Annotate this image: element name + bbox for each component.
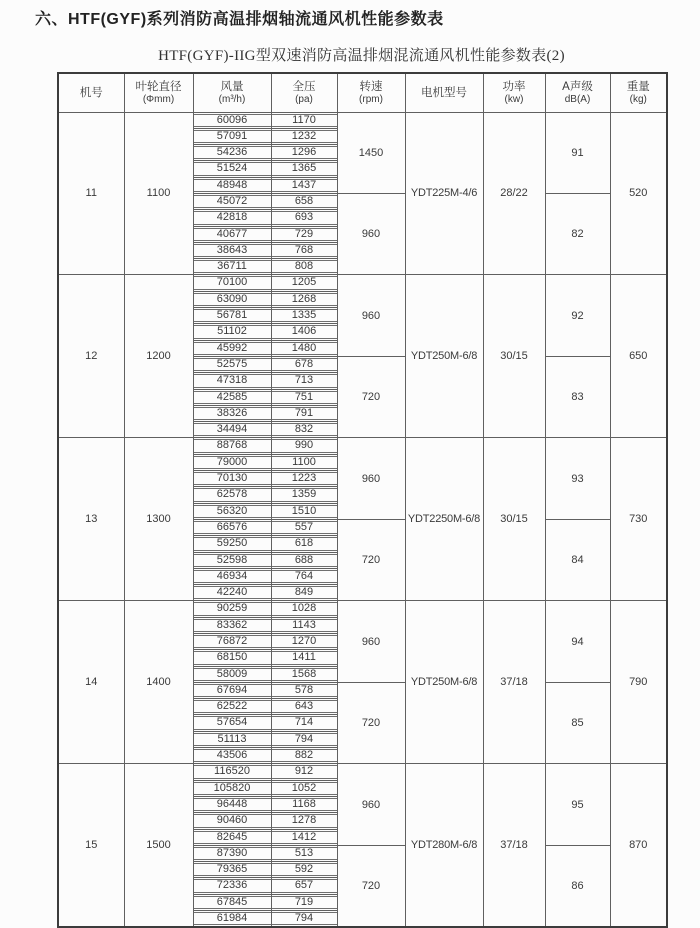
cell-total-pressure [271, 650, 337, 666]
cell-air-volume [193, 796, 271, 812]
col-header-label: 功率 [502, 80, 526, 93]
cell-air-volume [193, 585, 271, 601]
cell-air-volume-value: 40677 [194, 228, 271, 241]
cell-total-pressure [271, 731, 337, 747]
performance-table [57, 72, 668, 928]
cell-total-pressure [271, 242, 337, 258]
cell-total-pressure [271, 796, 337, 812]
cell-air-volume-value: 87390 [194, 847, 271, 860]
cell-air-volume-value: 59250 [194, 537, 271, 550]
cell-total-pressure-value: 1205 [272, 276, 337, 289]
col-header-label: 叶轮直径 [135, 80, 182, 93]
cell-total-pressure [271, 862, 337, 878]
cell-air-volume-value: 90460 [194, 814, 271, 827]
cell-air-volume [193, 405, 271, 421]
cell-total-pressure-value: 1028 [272, 602, 337, 615]
cell-air-volume [193, 112, 271, 128]
cell-total-pressure-value: 729 [272, 228, 337, 241]
cell-air-volume-value: 79000 [194, 456, 271, 469]
cell-total-pressure [271, 193, 337, 209]
cell-air-volume-value: 58009 [194, 668, 271, 681]
cell-total-pressure [271, 813, 337, 829]
table-row [58, 112, 667, 128]
cell-total-pressure-value: 557 [272, 521, 337, 534]
cell-air-volume-value: 48948 [194, 179, 271, 192]
cell-air-volume [193, 699, 271, 715]
cell-total-pressure [271, 389, 337, 405]
cell-total-pressure [271, 845, 337, 861]
machine-block-11 [58, 112, 667, 275]
cell-total-pressure [271, 454, 337, 470]
cell-air-volume-value: 76872 [194, 635, 271, 648]
cell-air-volume [193, 813, 271, 829]
cell-speed: 720 [337, 356, 405, 437]
cell-air-volume-value: 79365 [194, 863, 271, 876]
cell-total-pressure [271, 601, 337, 617]
cell-air-volume-value: 42585 [194, 391, 271, 404]
cell-total-pressure-value: 1100 [272, 456, 337, 469]
cell-air-volume-value: 83362 [194, 619, 271, 632]
cell-air-volume-value: 62578 [194, 488, 271, 501]
table-row [58, 764, 667, 780]
cell-total-pressure-value: 1143 [272, 619, 337, 632]
cell-air-volume [193, 422, 271, 438]
cell-air-volume [193, 894, 271, 910]
machine-block-14 [58, 601, 667, 764]
col-header-impeller-diameter [124, 73, 193, 112]
cell-total-pressure [271, 308, 337, 324]
cell-noise-level: 95 [545, 764, 610, 845]
cell-impeller-diameter: 1200 [124, 275, 193, 438]
cell-total-pressure-value: 990 [272, 439, 337, 452]
cell-air-volume [193, 568, 271, 584]
table-row [58, 275, 667, 291]
cell-air-volume [193, 356, 271, 372]
cell-air-volume [193, 764, 271, 780]
cell-total-pressure [271, 666, 337, 682]
col-header-unit: (Φmm) [142, 93, 175, 105]
cell-speed: 960 [337, 438, 405, 519]
cell-speed: 960 [337, 193, 405, 274]
cell-air-volume-value: 52575 [194, 358, 271, 371]
cell-machine-no: 14 [58, 601, 124, 764]
cell-speed: 960 [337, 275, 405, 356]
cell-air-volume [193, 503, 271, 519]
machine-block-15 [58, 764, 667, 927]
cell-air-volume [193, 226, 271, 242]
cell-total-pressure [271, 112, 337, 128]
cell-noise-level: 91 [545, 112, 610, 193]
cell-total-pressure [271, 226, 337, 242]
cell-total-pressure-value: 1052 [272, 782, 337, 795]
cell-air-volume-value: 105820 [194, 782, 271, 795]
cell-total-pressure [271, 210, 337, 226]
cell-noise-level: 84 [545, 519, 610, 600]
cell-noise-level: 85 [545, 682, 610, 763]
cell-air-volume [193, 911, 271, 928]
cell-air-volume-value: 57091 [194, 130, 271, 143]
cell-total-pressure-value: 1270 [272, 635, 337, 648]
cell-speed: 720 [337, 682, 405, 763]
cell-total-pressure-value: 678 [272, 358, 337, 371]
cell-motor-model: YDT280M-6/8 [405, 764, 483, 927]
cell-air-volume-value: 57654 [194, 716, 271, 729]
cell-total-pressure-value: 912 [272, 765, 337, 778]
col-header-label: 机号 [79, 86, 103, 99]
cell-air-volume-value: 90259 [194, 602, 271, 615]
cell-motor-model: YDT250M-6/8 [405, 275, 483, 438]
cell-motor-model: YDT250M-6/8 [405, 601, 483, 764]
cell-total-pressure [271, 617, 337, 633]
cell-total-pressure-value: 1296 [272, 146, 337, 159]
cell-air-volume-value: 116520 [194, 765, 271, 778]
cell-total-pressure [271, 780, 337, 796]
cell-machine-no: 13 [58, 438, 124, 601]
cell-speed: 720 [337, 519, 405, 600]
cell-air-volume [193, 552, 271, 568]
machine-block-13 [58, 438, 667, 601]
cell-power: 37/18 [483, 764, 545, 927]
cell-air-volume [193, 845, 271, 861]
cell-air-volume-value: 42240 [194, 586, 271, 599]
cell-air-volume-value: 56320 [194, 505, 271, 518]
cell-total-pressure [271, 503, 337, 519]
cell-speed: 960 [337, 764, 405, 845]
cell-total-pressure-value: 592 [272, 863, 337, 876]
cell-total-pressure [271, 259, 337, 275]
col-header-speed [337, 73, 405, 112]
cell-air-volume-value: 82645 [194, 831, 271, 844]
cell-air-volume-value: 51102 [194, 325, 271, 338]
cell-total-pressure-value: 688 [272, 554, 337, 567]
cell-noise-level: 92 [545, 275, 610, 356]
cell-machine-no: 11 [58, 112, 124, 275]
cell-total-pressure [271, 356, 337, 372]
cell-total-pressure-value: 791 [272, 407, 337, 420]
cell-total-pressure-value: 1278 [272, 814, 337, 827]
table-subtitle: HTF(GYF)-IIG型双速消防高温排烟混流通风机性能参数表(2) [158, 48, 565, 64]
cell-air-volume [193, 145, 271, 161]
cell-air-volume-value: 66576 [194, 521, 271, 534]
cell-air-volume-value: 70130 [194, 472, 271, 485]
cell-power: 30/15 [483, 275, 545, 438]
machine-block-12 [58, 275, 667, 438]
cell-air-volume [193, 536, 271, 552]
cell-air-volume [193, 193, 271, 209]
cell-power: 30/15 [483, 438, 545, 601]
cell-air-volume [193, 715, 271, 731]
cell-total-pressure [271, 275, 337, 291]
cell-noise-level: 83 [545, 356, 610, 437]
cell-air-volume [193, 748, 271, 764]
cell-total-pressure-value: 713 [272, 374, 337, 387]
cell-total-pressure [271, 894, 337, 910]
cell-total-pressure [271, 422, 337, 438]
cell-weight: 730 [610, 438, 667, 601]
cell-total-pressure [271, 373, 337, 389]
cell-air-volume [193, 650, 271, 666]
cell-total-pressure-value: 1510 [272, 505, 337, 518]
cell-total-pressure [271, 519, 337, 535]
cell-total-pressure-value: 719 [272, 896, 337, 909]
cell-air-volume [193, 682, 271, 698]
cell-total-pressure-value: 1268 [272, 293, 337, 306]
cell-motor-model: YDT225M-4/6 [405, 112, 483, 275]
cell-total-pressure [271, 487, 337, 503]
cell-air-volume-value: 63090 [194, 293, 271, 306]
cell-air-volume [193, 519, 271, 535]
cell-total-pressure-value: 1411 [272, 651, 337, 664]
cell-total-pressure [271, 405, 337, 421]
cell-total-pressure [271, 145, 337, 161]
cell-air-volume [193, 128, 271, 144]
cell-air-volume [193, 389, 271, 405]
cell-air-volume [193, 454, 271, 470]
col-header-motor-model [405, 73, 483, 112]
cell-total-pressure-value: 764 [272, 570, 337, 583]
cell-total-pressure [271, 829, 337, 845]
cell-air-volume [193, 177, 271, 193]
cell-air-volume-value: 61984 [194, 912, 271, 925]
cell-total-pressure [271, 764, 337, 780]
cell-total-pressure-value: 513 [272, 847, 337, 860]
table-header [58, 73, 667, 112]
cell-speed: 720 [337, 845, 405, 927]
col-header-unit: (pa) [295, 93, 313, 105]
cell-air-volume-value: 42818 [194, 211, 271, 224]
cell-air-volume-value: 45072 [194, 195, 271, 208]
cell-air-volume [193, 617, 271, 633]
cell-air-volume [193, 878, 271, 894]
cell-total-pressure-value: 1335 [272, 309, 337, 322]
cell-noise-level: 94 [545, 601, 610, 682]
col-header-label: 全压 [292, 80, 316, 93]
cell-air-volume-value: 60096 [194, 114, 271, 127]
cell-total-pressure [271, 878, 337, 894]
cell-noise-level: 93 [545, 438, 610, 519]
cell-air-volume-value: 45992 [194, 342, 271, 355]
cell-total-pressure [271, 471, 337, 487]
cell-weight: 790 [610, 601, 667, 764]
cell-air-volume-value: 47318 [194, 374, 271, 387]
col-header-machine-no [58, 73, 124, 112]
cell-total-pressure-value: 643 [272, 700, 337, 713]
cell-total-pressure-value: 1223 [272, 472, 337, 485]
cell-air-volume [193, 308, 271, 324]
cell-air-volume-value: 43506 [194, 749, 271, 762]
cell-weight: 870 [610, 764, 667, 927]
cell-impeller-diameter: 1100 [124, 112, 193, 275]
cell-total-pressure [271, 699, 337, 715]
cell-total-pressure-value: 751 [272, 391, 337, 404]
cell-weight: 650 [610, 275, 667, 438]
cell-total-pressure [271, 552, 337, 568]
cell-total-pressure-value: 1232 [272, 130, 337, 143]
cell-air-volume-value: 38326 [194, 407, 271, 420]
cell-total-pressure [271, 911, 337, 928]
cell-air-volume [193, 862, 271, 878]
cell-total-pressure-value: 794 [272, 733, 337, 746]
cell-air-volume-value: 46934 [194, 570, 271, 583]
col-header-label: 电机型号 [421, 86, 467, 99]
cell-total-pressure-value: 1168 [272, 798, 337, 811]
cell-air-volume-value: 52598 [194, 554, 271, 567]
page-title: 六、HTF(GYF)系列消防高温排烟轴流通风机性能参数表 [35, 11, 444, 28]
col-header-label: A声级 [562, 80, 593, 93]
cell-total-pressure-value: 658 [272, 195, 337, 208]
cell-total-pressure-value: 1365 [272, 162, 337, 175]
cell-total-pressure [271, 161, 337, 177]
cell-air-volume-value: 51524 [194, 162, 271, 175]
cell-air-volume [193, 780, 271, 796]
cell-air-volume [193, 259, 271, 275]
col-header-label: 风量 [220, 80, 244, 93]
cell-air-volume [193, 487, 271, 503]
cell-total-pressure [271, 536, 337, 552]
cell-air-volume-value: 70100 [194, 276, 271, 289]
cell-total-pressure [271, 438, 337, 454]
cell-total-pressure [271, 340, 337, 356]
cell-speed: 960 [337, 601, 405, 682]
cell-total-pressure [271, 568, 337, 584]
cell-noise-level: 82 [545, 193, 610, 274]
cell-air-volume-value: 96448 [194, 798, 271, 811]
col-header-weight [610, 73, 667, 112]
cell-total-pressure [271, 291, 337, 307]
col-header-unit: (kw) [504, 93, 524, 105]
cell-total-pressure-value: 578 [272, 684, 337, 697]
col-header-power [483, 73, 545, 112]
cell-total-pressure [271, 715, 337, 731]
cell-air-volume-value: 34494 [194, 423, 271, 436]
cell-air-volume [193, 275, 271, 291]
cell-total-pressure [271, 324, 337, 340]
cell-total-pressure [271, 177, 337, 193]
cell-total-pressure-value: 1437 [272, 179, 337, 192]
cell-total-pressure-value: 618 [272, 537, 337, 550]
cell-total-pressure [271, 634, 337, 650]
cell-air-volume [193, 242, 271, 258]
cell-motor-model: YDT2250M-6/8 [405, 438, 483, 601]
col-header-unit: (kg) [629, 93, 647, 105]
header-row [58, 73, 667, 112]
cell-total-pressure-value: 882 [272, 749, 337, 762]
cell-air-volume [193, 324, 271, 340]
cell-total-pressure-value: 1480 [272, 342, 337, 355]
col-header-unit: dB(A) [564, 93, 591, 105]
col-header-unit: (rpm) [359, 93, 383, 105]
cell-total-pressure-value: 693 [272, 211, 337, 224]
cell-air-volume-value: 56781 [194, 309, 271, 322]
cell-weight: 520 [610, 112, 667, 275]
cell-total-pressure-value: 1412 [272, 831, 337, 844]
cell-air-volume [193, 731, 271, 747]
cell-total-pressure-value: 657 [272, 879, 337, 892]
table-row [58, 438, 667, 454]
cell-power: 37/18 [483, 601, 545, 764]
col-header-total-pressure [271, 73, 337, 112]
cell-machine-no: 15 [58, 764, 124, 927]
cell-total-pressure-value: 832 [272, 423, 337, 436]
cell-total-pressure-value: 1359 [272, 488, 337, 501]
cell-air-volume-value: 36711 [194, 260, 271, 273]
cell-air-volume [193, 210, 271, 226]
cell-total-pressure [271, 748, 337, 764]
cell-air-volume-value: 54236 [194, 146, 271, 159]
cell-total-pressure-value: 808 [272, 260, 337, 273]
cell-total-pressure-value: 794 [272, 912, 337, 925]
cell-air-volume-value: 67694 [194, 684, 271, 697]
cell-air-volume [193, 601, 271, 617]
cell-air-volume [193, 291, 271, 307]
cell-total-pressure-value: 1568 [272, 668, 337, 681]
col-header-unit: (m³/h) [218, 93, 246, 105]
cell-total-pressure-value: 1406 [272, 325, 337, 338]
cell-air-volume-value: 68150 [194, 651, 271, 664]
cell-air-volume-value: 38643 [194, 244, 271, 257]
cell-air-volume [193, 373, 271, 389]
col-header-air-volume [193, 73, 271, 112]
cell-air-volume [193, 340, 271, 356]
cell-total-pressure-value: 768 [272, 244, 337, 257]
cell-noise-level: 86 [545, 845, 610, 927]
col-header-label: 重量 [626, 80, 650, 93]
cell-air-volume [193, 438, 271, 454]
cell-total-pressure [271, 585, 337, 601]
cell-air-volume-value: 67845 [194, 896, 271, 909]
cell-impeller-diameter: 1300 [124, 438, 193, 601]
cell-impeller-diameter: 1500 [124, 764, 193, 927]
cell-air-volume [193, 471, 271, 487]
cell-speed: 1450 [337, 112, 405, 193]
table-row [58, 601, 667, 617]
cell-air-volume-value: 88768 [194, 439, 271, 452]
cell-total-pressure [271, 682, 337, 698]
cell-total-pressure-value: 1170 [272, 114, 337, 127]
cell-air-volume [193, 829, 271, 845]
cell-air-volume-value: 51113 [194, 733, 271, 746]
col-header-label: 转速 [359, 80, 383, 93]
cell-impeller-diameter: 1400 [124, 601, 193, 764]
cell-total-pressure-value: 849 [272, 586, 337, 599]
cell-machine-no: 12 [58, 275, 124, 438]
cell-air-volume-value: 72336 [194, 879, 271, 892]
cell-total-pressure-value: 714 [272, 716, 337, 729]
cell-air-volume-value: 62522 [194, 700, 271, 713]
cell-air-volume [193, 161, 271, 177]
col-header-noise-level [545, 73, 610, 112]
cell-total-pressure [271, 128, 337, 144]
cell-air-volume [193, 634, 271, 650]
cell-air-volume [193, 666, 271, 682]
cell-power: 28/22 [483, 112, 545, 275]
